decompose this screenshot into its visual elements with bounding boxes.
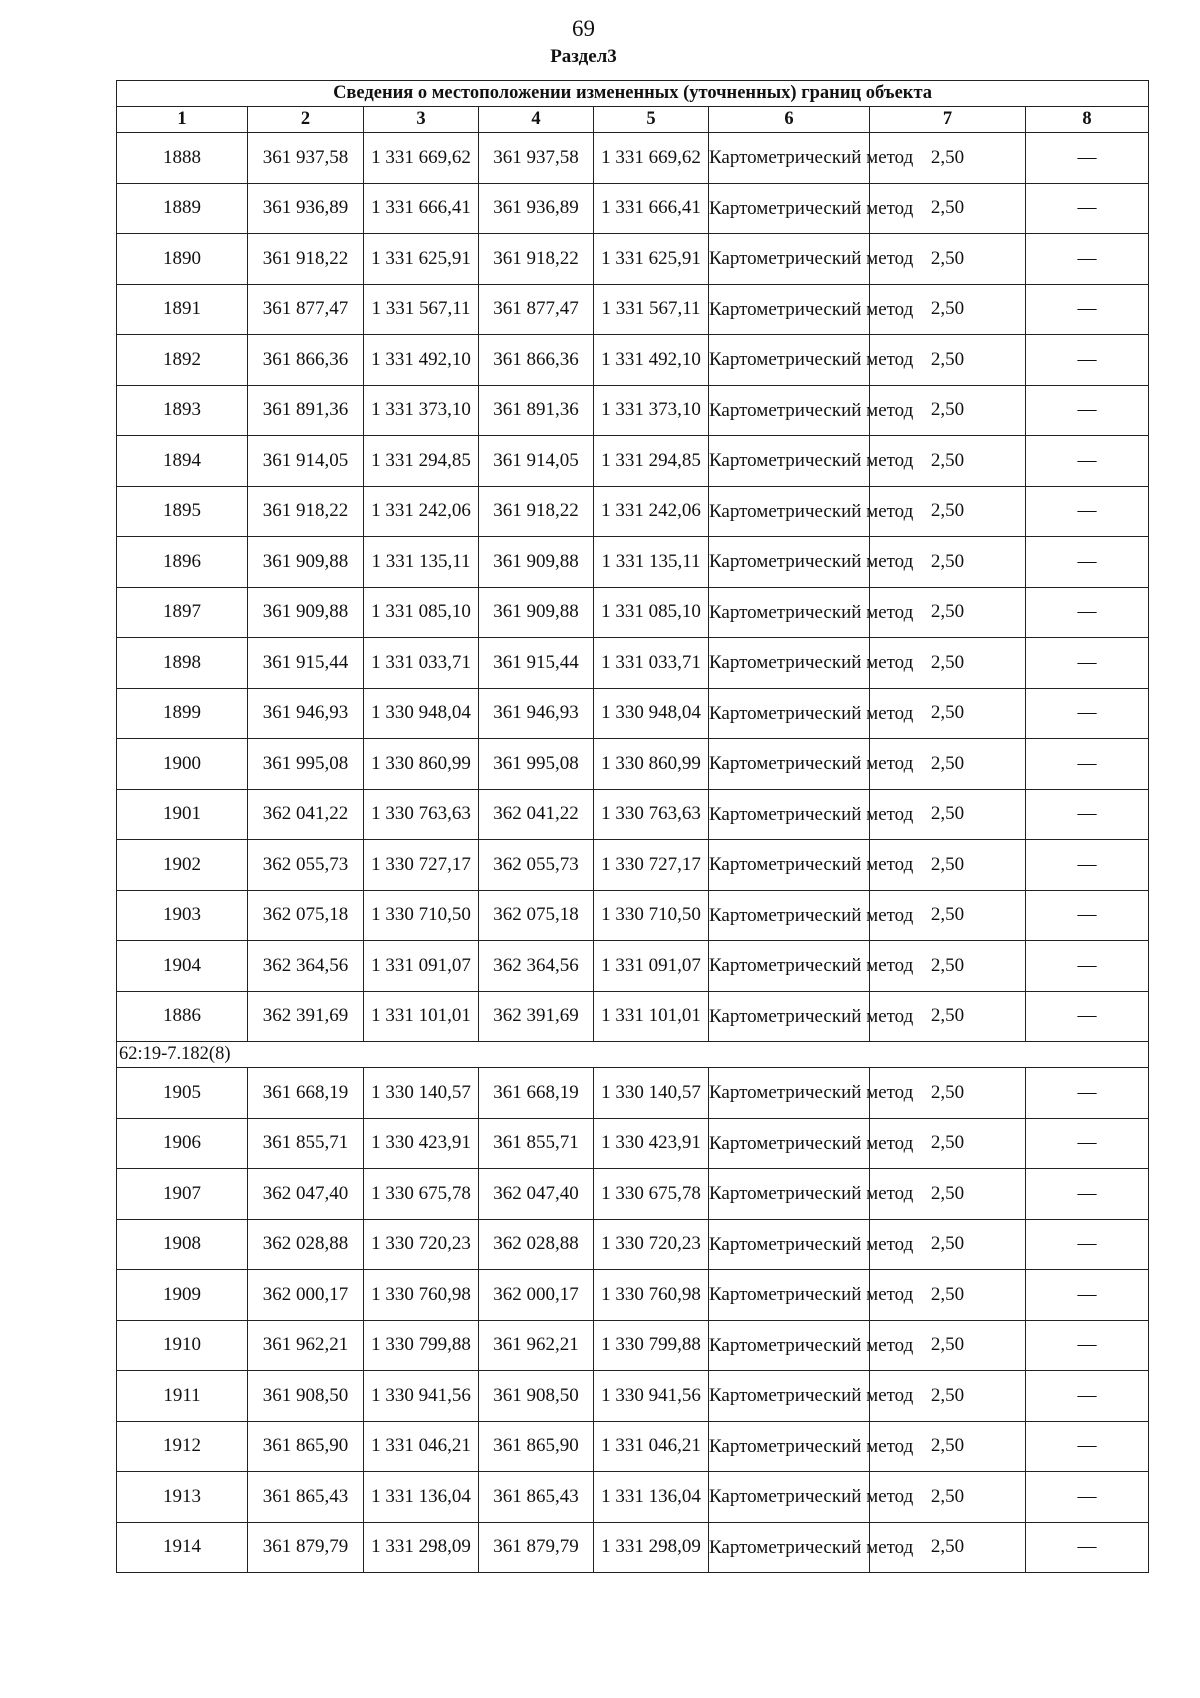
cell-description: — [1026, 890, 1149, 941]
cell-method: Картометрический метод [709, 1421, 870, 1472]
cell-x-existing: 361 918,22 [248, 234, 364, 285]
cell-x-existing: 361 918,22 [248, 486, 364, 537]
cell-method: Картометрический метод [709, 1219, 870, 1270]
cell-y-new: 1 331 033,71 [594, 638, 709, 689]
column-header: 1 [117, 107, 248, 133]
cell-x-existing: 362 000,17 [248, 1270, 364, 1321]
cell-y-existing: 1 331 242,06 [364, 486, 479, 537]
cell-description: — [1026, 688, 1149, 739]
cell-method: Картометрический метод [709, 1118, 870, 1169]
cell-y-existing: 1 331 567,11 [364, 284, 479, 335]
cell-x-existing: 361 855,71 [248, 1118, 364, 1169]
cell-point-number: 1906 [117, 1118, 248, 1169]
table-row [117, 1320, 1149, 1371]
cell-description: — [1026, 587, 1149, 638]
cell-accuracy: 2,50 [870, 183, 1026, 234]
cell-point-number: 1888 [117, 133, 248, 184]
table-row [117, 537, 1149, 588]
cell-x-existing: 361 937,58 [248, 133, 364, 184]
cell-x-new: 361 668,19 [479, 1068, 594, 1119]
cell-x-new: 362 000,17 [479, 1270, 594, 1321]
coordinates-table [116, 80, 1149, 1573]
cell-point-number: 1892 [117, 335, 248, 386]
cell-accuracy: 2,50 [870, 1522, 1026, 1573]
cell-y-existing: 1 330 727,17 [364, 840, 479, 891]
cell-x-new: 361 918,22 [479, 234, 594, 285]
table-row [117, 1270, 1149, 1321]
cell-y-new: 1 331 567,11 [594, 284, 709, 335]
cell-method: Картометрический метод [709, 537, 870, 588]
cell-accuracy: 2,50 [870, 789, 1026, 840]
cell-x-existing: 361 877,47 [248, 284, 364, 335]
table-row [117, 1219, 1149, 1270]
cell-x-new: 362 041,22 [479, 789, 594, 840]
cell-accuracy: 2,50 [870, 1169, 1026, 1220]
column-header-row [117, 107, 1149, 133]
cell-accuracy: 2,50 [870, 941, 1026, 992]
cell-x-new: 361 865,90 [479, 1421, 594, 1472]
cell-accuracy: 2,50 [870, 385, 1026, 436]
cell-method: Картометрический метод [709, 1068, 870, 1119]
cell-y-existing: 1 331 666,41 [364, 183, 479, 234]
cell-description: — [1026, 1219, 1149, 1270]
cell-method: Картометрический метод [709, 1320, 870, 1371]
cell-x-existing: 361 668,19 [248, 1068, 364, 1119]
cell-y-new: 1 331 242,06 [594, 486, 709, 537]
cell-point-number: 1910 [117, 1320, 248, 1371]
cell-x-existing: 361 962,21 [248, 1320, 364, 1371]
table-row [117, 1169, 1149, 1220]
cell-y-new: 1 331 666,41 [594, 183, 709, 234]
cell-x-existing: 362 391,69 [248, 991, 364, 1042]
cell-y-new: 1 330 727,17 [594, 840, 709, 891]
cell-description: — [1026, 183, 1149, 234]
cell-description: — [1026, 537, 1149, 588]
cell-x-existing: 362 047,40 [248, 1169, 364, 1220]
cell-x-new: 361 918,22 [479, 486, 594, 537]
cell-method: Картометрический метод [709, 1472, 870, 1523]
cell-x-new: 361 865,43 [479, 1472, 594, 1523]
cell-description: — [1026, 840, 1149, 891]
cell-accuracy: 2,50 [870, 1421, 1026, 1472]
cell-y-existing: 1 330 760,98 [364, 1270, 479, 1321]
cell-y-new: 1 331 492,10 [594, 335, 709, 386]
cell-x-existing: 362 028,88 [248, 1219, 364, 1270]
cell-x-new: 361 914,05 [479, 436, 594, 487]
cell-description: — [1026, 1472, 1149, 1523]
column-header: 5 [594, 107, 709, 133]
cell-method: Картометрический метод [709, 1371, 870, 1422]
table-row [117, 840, 1149, 891]
cell-y-existing: 1 331 033,71 [364, 638, 479, 689]
cell-description: — [1026, 739, 1149, 790]
cell-accuracy: 2,50 [870, 486, 1026, 537]
cell-accuracy: 2,50 [870, 1219, 1026, 1270]
table-row [117, 1421, 1149, 1472]
table-row [117, 789, 1149, 840]
cell-point-number: 1886 [117, 991, 248, 1042]
table-row [117, 284, 1149, 335]
cell-accuracy: 2,50 [870, 284, 1026, 335]
cell-description: — [1026, 385, 1149, 436]
cell-accuracy: 2,50 [870, 1068, 1026, 1119]
cell-x-existing: 362 364,56 [248, 941, 364, 992]
table-row [117, 688, 1149, 739]
column-header: 8 [1026, 107, 1149, 133]
cell-y-new: 1 330 710,50 [594, 890, 709, 941]
cell-y-existing: 1 331 373,10 [364, 385, 479, 436]
column-header: 2 [248, 107, 364, 133]
table-row [117, 638, 1149, 689]
cell-accuracy: 2,50 [870, 688, 1026, 739]
cell-method: Картометрический метод [709, 234, 870, 285]
cell-point-number: 1907 [117, 1169, 248, 1220]
cell-method: Картометрический метод [709, 486, 870, 537]
table-row [117, 385, 1149, 436]
cell-point-number: 1905 [117, 1068, 248, 1119]
cell-accuracy: 2,50 [870, 587, 1026, 638]
cell-description: — [1026, 1320, 1149, 1371]
cell-method: Картометрический метод [709, 739, 870, 790]
cell-point-number: 1913 [117, 1472, 248, 1523]
cell-y-new: 1 330 140,57 [594, 1068, 709, 1119]
cell-accuracy: 2,50 [870, 1270, 1026, 1321]
cell-y-existing: 1 331 136,04 [364, 1472, 479, 1523]
cell-point-number: 1901 [117, 789, 248, 840]
cell-x-existing: 361 914,05 [248, 436, 364, 487]
cell-y-existing: 1 330 720,23 [364, 1219, 479, 1270]
cell-x-existing: 362 055,73 [248, 840, 364, 891]
cell-point-number: 1911 [117, 1371, 248, 1422]
table-caption: Сведения о местоположении измененных (уточненных) границ объекта [117, 81, 1149, 107]
cell-description: — [1026, 436, 1149, 487]
cell-y-new: 1 331 085,10 [594, 587, 709, 638]
cell-description: — [1026, 789, 1149, 840]
cell-accuracy: 2,50 [870, 991, 1026, 1042]
cell-y-existing: 1 331 091,07 [364, 941, 479, 992]
cell-point-number: 1898 [117, 638, 248, 689]
column-header: 7 [870, 107, 1026, 133]
cell-accuracy: 2,50 [870, 1472, 1026, 1523]
cell-x-new: 361 879,79 [479, 1522, 594, 1573]
cell-method: Картометрический метод [709, 284, 870, 335]
cell-y-new: 1 330 763,63 [594, 789, 709, 840]
cell-y-new: 1 330 948,04 [594, 688, 709, 739]
cell-point-number: 1908 [117, 1219, 248, 1270]
cell-x-new: 362 075,18 [479, 890, 594, 941]
cell-x-existing: 361 908,50 [248, 1371, 364, 1422]
cell-x-new: 361 936,89 [479, 183, 594, 234]
cell-x-new: 361 962,21 [479, 1320, 594, 1371]
table-row [117, 133, 1149, 184]
cell-y-existing: 1 331 135,11 [364, 537, 479, 588]
cell-y-existing: 1 330 948,04 [364, 688, 479, 739]
cell-y-existing: 1 330 140,57 [364, 1068, 479, 1119]
cell-x-new: 361 908,50 [479, 1371, 594, 1422]
cell-y-new: 1 330 675,78 [594, 1169, 709, 1220]
cell-accuracy: 2,50 [870, 1320, 1026, 1371]
cell-y-new: 1 331 373,10 [594, 385, 709, 436]
cell-x-existing: 361 865,90 [248, 1421, 364, 1472]
cell-point-number: 1895 [117, 486, 248, 537]
cell-y-new: 1 331 294,85 [594, 436, 709, 487]
cell-method: Картометрический метод [709, 789, 870, 840]
cell-x-existing: 361 879,79 [248, 1522, 364, 1573]
column-header: 6 [709, 107, 870, 133]
cell-method: Картометрический метод [709, 385, 870, 436]
cell-y-new: 1 330 941,56 [594, 1371, 709, 1422]
cell-x-new: 362 047,40 [479, 1169, 594, 1220]
cell-y-existing: 1 331 046,21 [364, 1421, 479, 1472]
cell-point-number: 1914 [117, 1522, 248, 1573]
cell-point-number: 1896 [117, 537, 248, 588]
cell-y-existing: 1 330 799,88 [364, 1320, 479, 1371]
group-label-row [117, 1042, 1149, 1068]
column-header: 4 [479, 107, 594, 133]
cell-y-existing: 1 330 423,91 [364, 1118, 479, 1169]
cell-x-existing: 361 936,89 [248, 183, 364, 234]
cell-x-new: 361 909,88 [479, 537, 594, 588]
cell-description: — [1026, 1371, 1149, 1422]
cell-point-number: 1903 [117, 890, 248, 941]
cell-description: — [1026, 284, 1149, 335]
cell-x-existing: 362 075,18 [248, 890, 364, 941]
cell-description: — [1026, 1068, 1149, 1119]
table-row [117, 1522, 1149, 1573]
cell-method: Картометрический метод [709, 991, 870, 1042]
cell-x-existing: 361 865,43 [248, 1472, 364, 1523]
cell-x-new: 361 855,71 [479, 1118, 594, 1169]
cell-point-number: 1909 [117, 1270, 248, 1321]
cell-x-existing: 361 866,36 [248, 335, 364, 386]
cell-method: Картометрический метод [709, 335, 870, 386]
cell-y-new: 1 331 091,07 [594, 941, 709, 992]
cell-point-number: 1891 [117, 284, 248, 335]
table-body [117, 133, 1149, 1573]
cell-y-existing: 1 330 941,56 [364, 1371, 479, 1422]
cell-method: Картометрический метод [709, 1270, 870, 1321]
cell-x-new: 362 028,88 [479, 1219, 594, 1270]
table-row [117, 1118, 1149, 1169]
group-label: 62:19-7.182(8) [117, 1042, 1149, 1068]
cell-accuracy: 2,50 [870, 234, 1026, 285]
cell-x-existing: 362 041,22 [248, 789, 364, 840]
cell-accuracy: 2,50 [870, 739, 1026, 790]
table-row [117, 436, 1149, 487]
cell-point-number: 1904 [117, 941, 248, 992]
cell-y-new: 1 331 101,01 [594, 991, 709, 1042]
cell-point-number: 1893 [117, 385, 248, 436]
cell-y-existing: 1 331 669,62 [364, 133, 479, 184]
cell-y-existing: 1 331 085,10 [364, 587, 479, 638]
cell-point-number: 1900 [117, 739, 248, 790]
cell-y-existing: 1 331 492,10 [364, 335, 479, 386]
cell-x-new: 361 866,36 [479, 335, 594, 386]
cell-y-new: 1 331 135,11 [594, 537, 709, 588]
cell-y-existing: 1 330 860,99 [364, 739, 479, 790]
cell-y-existing: 1 330 710,50 [364, 890, 479, 941]
cell-description: — [1026, 1522, 1149, 1573]
cell-method: Картометрический метод [709, 133, 870, 184]
cell-y-new: 1 331 136,04 [594, 1472, 709, 1523]
table-row [117, 890, 1149, 941]
cell-y-existing: 1 330 675,78 [364, 1169, 479, 1220]
cell-description: — [1026, 335, 1149, 386]
cell-point-number: 1897 [117, 587, 248, 638]
cell-x-new: 361 877,47 [479, 284, 594, 335]
table-row [117, 941, 1149, 992]
cell-point-number: 1899 [117, 688, 248, 739]
cell-y-new: 1 330 860,99 [594, 739, 709, 790]
cell-y-existing: 1 331 294,85 [364, 436, 479, 487]
cell-y-new: 1 330 720,23 [594, 1219, 709, 1270]
cell-y-new: 1 331 298,09 [594, 1522, 709, 1573]
cell-x-new: 361 946,93 [479, 688, 594, 739]
cell-accuracy: 2,50 [870, 890, 1026, 941]
cell-point-number: 1902 [117, 840, 248, 891]
cell-x-new: 362 391,69 [479, 991, 594, 1042]
table-row [117, 991, 1149, 1042]
cell-method: Картометрический метод [709, 890, 870, 941]
table-row [117, 1472, 1149, 1523]
table-row [117, 486, 1149, 537]
cell-x-existing: 361 946,93 [248, 688, 364, 739]
cell-point-number: 1889 [117, 183, 248, 234]
cell-point-number: 1890 [117, 234, 248, 285]
cell-y-existing: 1 331 101,01 [364, 991, 479, 1042]
cell-description: — [1026, 1169, 1149, 1220]
cell-method: Картометрический метод [709, 436, 870, 487]
cell-description: — [1026, 991, 1149, 1042]
cell-y-new: 1 330 423,91 [594, 1118, 709, 1169]
cell-description: — [1026, 1421, 1149, 1472]
cell-description: — [1026, 1270, 1149, 1321]
cell-method: Картометрический метод [709, 941, 870, 992]
cell-x-new: 361 915,44 [479, 638, 594, 689]
cell-x-existing: 361 909,88 [248, 537, 364, 588]
cell-description: — [1026, 133, 1149, 184]
cell-description: — [1026, 941, 1149, 992]
table-row [117, 183, 1149, 234]
cell-x-new: 362 364,56 [479, 941, 594, 992]
cell-x-existing: 361 891,36 [248, 385, 364, 436]
cell-method: Картометрический метод [709, 183, 870, 234]
cell-accuracy: 2,50 [870, 133, 1026, 184]
cell-x-new: 361 937,58 [479, 133, 594, 184]
cell-description: — [1026, 486, 1149, 537]
column-header: 3 [364, 107, 479, 133]
cell-accuracy: 2,50 [870, 335, 1026, 386]
cell-x-new: 361 909,88 [479, 587, 594, 638]
cell-x-existing: 361 909,88 [248, 587, 364, 638]
cell-accuracy: 2,50 [870, 840, 1026, 891]
cell-x-new: 361 891,36 [479, 385, 594, 436]
cell-x-existing: 361 915,44 [248, 638, 364, 689]
cell-y-new: 1 331 669,62 [594, 133, 709, 184]
cell-x-new: 361 995,08 [479, 739, 594, 790]
cell-method: Картометрический метод [709, 688, 870, 739]
table-row [117, 587, 1149, 638]
cell-y-existing: 1 330 763,63 [364, 789, 479, 840]
cell-method: Картометрический метод [709, 1169, 870, 1220]
cell-method: Картометрический метод [709, 587, 870, 638]
cell-description: — [1026, 1118, 1149, 1169]
cell-y-existing: 1 331 625,91 [364, 234, 479, 285]
cell-accuracy: 2,50 [870, 436, 1026, 487]
cell-x-new: 362 055,73 [479, 840, 594, 891]
cell-method: Картометрический метод [709, 840, 870, 891]
table-row [117, 1068, 1149, 1119]
table-row [117, 335, 1149, 386]
cell-y-existing: 1 331 298,09 [364, 1522, 479, 1573]
cell-point-number: 1894 [117, 436, 248, 487]
section-title: Раздел3 [550, 46, 617, 67]
cell-description: — [1026, 234, 1149, 285]
page-number: 69 [572, 16, 595, 41]
table-row [117, 1371, 1149, 1422]
cell-x-existing: 361 995,08 [248, 739, 364, 790]
cell-y-new: 1 330 760,98 [594, 1270, 709, 1321]
cell-y-new: 1 331 625,91 [594, 234, 709, 285]
cell-method: Картометрический метод [709, 638, 870, 689]
cell-y-new: 1 330 799,88 [594, 1320, 709, 1371]
cell-point-number: 1912 [117, 1421, 248, 1472]
cell-accuracy: 2,50 [870, 1118, 1026, 1169]
cell-accuracy: 2,50 [870, 537, 1026, 588]
cell-accuracy: 2,50 [870, 638, 1026, 689]
cell-description: — [1026, 638, 1149, 689]
cell-method: Картометрический метод [709, 1522, 870, 1573]
table-row [117, 739, 1149, 790]
cell-y-new: 1 331 046,21 [594, 1421, 709, 1472]
table-row [117, 234, 1149, 285]
cell-accuracy: 2,50 [870, 1371, 1026, 1422]
